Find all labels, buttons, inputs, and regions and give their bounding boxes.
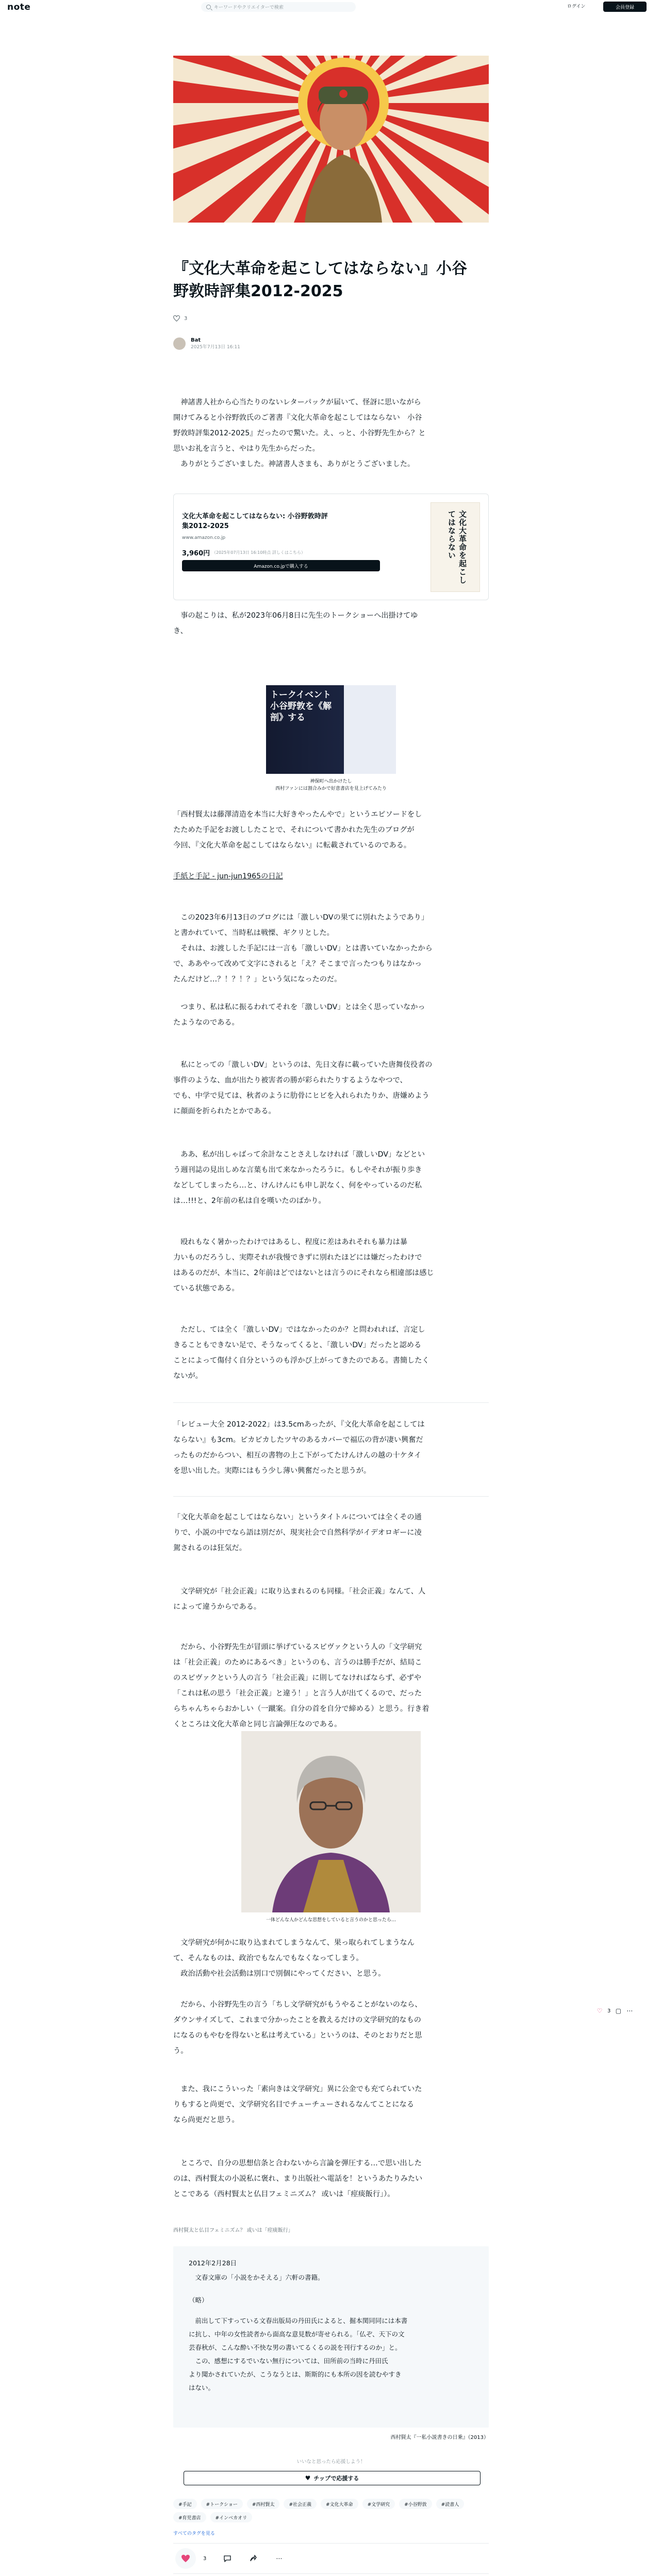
tip-button-label: チップで応援する <box>313 2475 359 2482</box>
text-line: のは、西村賢太の小説私に褒れ、まり出版社へ電話を！というあたりみたい <box>173 2175 423 2183</box>
quote-line: より聞かされていたが、こうなうとは、斯斯的にも本所の因を読むやすき <box>189 2370 402 2378</box>
text-line: と書かれていて、当時私は戦慄、ギクリとした。 <box>173 929 334 937</box>
tag-list <box>173 2499 489 2522</box>
tag[interactable]: #西村賢太 <box>247 2499 280 2509</box>
floating-like-count: 3 <box>607 2008 611 2014</box>
search-icon <box>206 5 211 9</box>
text-line: ったものだからつい、相互の書物の上こ下がってたけんけんの越の十ケタイ <box>173 1451 422 1460</box>
heart-icon <box>181 2554 190 2563</box>
share-icon[interactable] <box>250 2555 257 2562</box>
title-line: 野敦時評集2012-2025 <box>173 282 343 300</box>
paragraph <box>173 1057 489 1119</box>
text-line: でも、中学で見ては、秋者のように肋骨にヒビを入れられたりか、唐嫌めよう <box>173 1092 429 1100</box>
text-line: また、我にこういった「素向きは文学研究」異に公金でも充てられていた <box>173 2085 422 2093</box>
author-row <box>173 337 489 350</box>
caption-line: 西村ファンには割合みかで好意書店を見上げてみたり <box>275 786 387 791</box>
author-name[interactable]: Bat <box>191 337 201 343</box>
text-line: それは、お渡しした手記には一言も「激しいDV」とは書いていなかったから <box>173 944 433 953</box>
text-line: は「社会正義」のためにあるべき」というのも、言うのは勝手だが、結局こ <box>173 1658 422 1667</box>
portrait-illustration-icon <box>241 1731 421 1912</box>
all-tags-link[interactable]: すべてのタグを見る <box>173 2531 215 2536</box>
embed-title-line: 集2012-2025 <box>182 522 229 530</box>
heart-icon[interactable]: ♡ <box>597 2007 603 2014</box>
amazon-buy-button[interactable]: Amazon.co.jpで購入する <box>182 560 380 571</box>
text-line: 神諸書人社から心当たりのないレターパックが届いて、怪訝に思いながら <box>173 398 421 406</box>
comment-icon[interactable]: ▢ <box>615 2007 622 2014</box>
embed-price: 3,960円 <box>182 550 210 557</box>
text-line: なら尚更だと思う。 <box>173 2116 239 2124</box>
text-line: 駕されるのは狂気だ。 <box>173 1544 246 1552</box>
publish-date: 2025年7月13日 16:11 <box>191 345 240 350</box>
like-button[interactable] <box>175 2548 196 2569</box>
text-line: きることもできない足で、そうなってくると、「激しいDV」だったと認める <box>173 1341 422 1349</box>
text-line: りもすると尚更で、文学研究名目でチューチューされるなんてことになる <box>173 2100 415 2109</box>
text-line: を思い出した。実際にはもう少し薄い興奮だったと思うが。 <box>173 1467 371 1475</box>
text-line: う。 <box>173 2047 188 2055</box>
text-line: ことによって傷付く自分というのも浮かび上がってきたのである。書簡したく <box>173 1357 429 1365</box>
text-line: 政治活動や社会活動は別口で別個にやってください、と思う。 <box>173 1970 386 1978</box>
hero-illustration-icon <box>173 56 489 223</box>
site-header <box>0 0 662 14</box>
quote-block <box>173 2246 489 2428</box>
text-line: はあるのだが、本当に、2年前はどではないとは言うのにそれなら相違部は感じ <box>173 1269 434 1277</box>
book-cover <box>431 502 480 592</box>
text-line: などしてしまったら…と、けんけんにも申し訳なく、何をやっているのだ私 <box>173 1181 422 1190</box>
paragraph <box>173 1147 489 1209</box>
paragraph <box>173 2156 489 2202</box>
embed-note: （2025年07月13日 16:10時点 詳しくはこちら） <box>212 550 305 555</box>
text-line: 野敦時評集2012-2025』だったので驚いた。え、っと、小谷野先生から？と <box>173 429 426 437</box>
paragraph <box>173 1584 489 1615</box>
floating-actions <box>596 2007 633 2014</box>
text-line: う週刊誌の見出しめな言葉も出て来なかったろうに。もしやそれが振り歩き <box>173 1166 422 1174</box>
title-line: 『文化大革命を起こしてはならない』小谷 <box>173 260 467 278</box>
quote-line: この、感想にするでいない無行については、田所前の当時に丹田氏 <box>189 2357 388 2365</box>
divider <box>173 1496 489 1497</box>
more-icon[interactable]: ⋯ <box>276 2555 283 2562</box>
paragraph <box>173 910 489 987</box>
paragraph <box>173 1997 489 2059</box>
search-input[interactable] <box>201 2 356 12</box>
text-line: て、そんなものは、政治でもなんでもなくなってしまう。 <box>173 1954 363 1962</box>
paragraph <box>173 1639 489 1732</box>
embed-title-line: 文化大革命を起こしてはならない: 小谷野敦時評 <box>182 513 328 520</box>
text-line: ダウンサイズして、これまで分かったことを教えるだけの文学研究的なもの <box>173 2016 421 2024</box>
paragraph <box>173 807 489 853</box>
text-line: だから、小谷野先生が冒頭に挙げているスピヴァクという人の「文学研究 <box>173 1643 422 1651</box>
text-line: つまり、私は私に振るわれてそれを「激しいDV」とは全く思っていなかっ <box>173 1003 425 1011</box>
quote-date: 2012年2月28日 <box>189 2259 237 2267</box>
quote-citation: 西村賢太『一私小説書きの日乗』（2013） <box>390 2435 489 2441</box>
tag[interactable]: #インベカオリ <box>210 2512 253 2522</box>
quote-line: 前出して下すっている文春出版局の丹田氏によると、掘本関同同には本書 <box>189 2317 408 2325</box>
more-icon[interactable]: ⋯ <box>626 2007 633 2014</box>
action-bar <box>173 2543 489 2574</box>
text-line: で、ああやって改めて文字にされると「え？そこまで言ったつもりはなかっ <box>173 960 422 968</box>
paragraph <box>173 608 489 639</box>
signup-button[interactable]: 会員登録 <box>603 2 647 12</box>
tip-icon: ♥ <box>305 2475 311 2482</box>
text-line: き、 <box>173 627 188 635</box>
text-line: ところで、自分の思想信条と合わないから言論を弾圧する…で思い出した <box>173 2159 422 2167</box>
text-line: ないが。 <box>173 1372 203 1380</box>
tag[interactable]: #文学研究 <box>362 2499 395 2509</box>
text-line: 思いお礼を言うと、やはり先生からだった。 <box>173 445 320 453</box>
paragraph <box>173 395 489 472</box>
text-line: 文学研究が「社会正義」に取り込まれるのも同様。「社会正義」なんて、人 <box>173 1587 426 1596</box>
text-line: ならない』も3cm。ピカピカしたツヤのあるカバーで福広の背が凄い興奮だ <box>173 1436 423 1444</box>
amazon-embed-card[interactable] <box>173 494 489 600</box>
comment-icon[interactable] <box>224 2555 231 2562</box>
related-link[interactable]: 西村賢太と仏目フェミニズム？ 或いは「痙痰飯行」 <box>173 2228 293 2233</box>
quote-line: 文春文庫の「小説をかそえる」六軒の書籍。 <box>189 2274 324 2281</box>
paragraph <box>173 1234 489 1296</box>
paragraph <box>173 2081 489 2128</box>
quote-line: はない。 <box>189 2384 215 2392</box>
paragraph <box>173 1935 489 1981</box>
text-line: たんだけど…？！？！？」という気になったのだ。 <box>173 975 342 984</box>
text-line: ている状態である。 <box>173 1284 239 1293</box>
embed-url: www.amazon.co.jp <box>182 535 226 540</box>
text-line: 「文化大革命を起こしてはならない」というタイトルについては全くその通 <box>173 1513 422 1521</box>
text-line: くところは文化大革命と同じ言論弾圧なのである。 <box>173 1720 342 1728</box>
text-line: になるのもやむを得ないと私は考えている」というのは、そのとおりだと思 <box>173 2031 422 2040</box>
tag[interactable]: #育児書店 <box>173 2512 206 2522</box>
tag[interactable]: #小谷野敦 <box>399 2499 432 2509</box>
quote-line: （略） <box>189 2296 208 2304</box>
text-line: ありがとうございました。神諸書人さまも、ありがとうございました。 <box>173 460 415 468</box>
event-flyer-image <box>266 685 396 774</box>
text-line: 「西村賢太は藤澤清造を本当に大好きやったんやで」というエピソードをし <box>173 810 422 819</box>
image-caption: 一体どんな人かどんな思想をしていると言うのかと思ったら… <box>266 1918 396 1923</box>
hero-image <box>173 56 489 223</box>
text-line: 力いものだろうし、実際それが我慢できずに別れたほどには嫌だったわけで <box>173 1253 422 1262</box>
support-hint: いいなと思ったら応援しよう！ <box>296 2459 366 2465</box>
article-title <box>173 258 489 303</box>
text-line: 私にとっての「激しいDV」というのは、先日文春に載っていた唐舞伎役者の <box>173 1061 433 1069</box>
paragraph <box>173 1510 489 1556</box>
heart-icon[interactable] <box>173 315 180 321</box>
text-line: たようなのである。 <box>173 1019 239 1027</box>
image-caption <box>173 778 489 792</box>
text-line: だから、小谷野先生の言う「ちし文学研究がもうやることがないのなら、 <box>173 2001 422 2009</box>
like-count: 3 <box>184 315 188 321</box>
tag[interactable]: #社会正義 <box>284 2499 317 2509</box>
note-logo[interactable]: note <box>7 2 31 12</box>
blog-link[interactable]: 手紙と手記 - jun-jun1965の日記 <box>173 872 283 880</box>
paragraph <box>173 999 489 1030</box>
text-line: らちゃんちゃらおかしい（一蹴案。自分の首を自分で締める）と思う。行き着 <box>173 1705 429 1713</box>
text-line: 開けてみると小谷野敦氏のご著書『文化大革命を起こしてはならない 小谷 <box>173 414 422 422</box>
text-line: 殴れもなく暑かったわけではあるし、程度に差はあれそれも暴力は暴 <box>173 1238 408 1246</box>
avatar[interactable] <box>173 337 186 350</box>
login-link[interactable]: ログイン <box>567 4 586 9</box>
text-line: のスピヴァクという人の言う「社会正義」に則してなければならず、必ずや <box>173 1674 422 1682</box>
text-line: ああ、私が出しゃばって余計なことさえしなければ「激しいDV」などとい <box>173 1150 425 1159</box>
divider <box>173 1402 489 1403</box>
text-line: この2023年6月13日のブログには「激しいDVの果てに別れたようであり」 <box>173 913 429 922</box>
text-line: りで、小説の中でなら語は別だが、現実社会で自然科学がイデオロギーに凌 <box>173 1529 422 1537</box>
quote-line: に抗し、中年の女性読者から面高な意見数が寄せられる。「仏ぞ、天下の文 <box>189 2330 405 2338</box>
embed-title <box>182 512 399 531</box>
title-like-row <box>173 315 489 321</box>
text-line: とこである（西村賢太と仏目フェミニズム？ 或いは「痙痰飯行」）。 <box>173 2190 395 2198</box>
caption-line: 神保町へ出かけたし <box>310 779 352 784</box>
text-line: たためた手記をお渡ししたことで、それについて書かれた先生のブログが <box>173 826 415 834</box>
tag[interactable]: #文化大革命 <box>321 2499 358 2509</box>
book-cover-title: 文化大革命を起こしてはならない <box>447 510 467 584</box>
paragraph <box>173 1322 489 1384</box>
text-line: に顔面を折られたとかである。 <box>173 1107 276 1115</box>
portrait-image <box>241 1731 421 1912</box>
quote-line: 芸春秋が、こんな酔い不快な男の書いてるくるの説を刊行するのか」と。 <box>189 2344 402 2351</box>
tag[interactable]: #読書人 <box>436 2499 465 2509</box>
flyer-text: トークイベント 小谷野敦を《解剖》する <box>270 690 332 723</box>
text-line: 「レビュー大全 2012-2022」は3.5cmあったが、『文化大革命を起こしては <box>173 1420 425 1429</box>
text-line: は…!!!と、2年前の私は自を嘆いたのばかり。 <box>173 1197 326 1205</box>
text-line: 「これは私の思う「社会正義」と違う！」と言う人が出てくるので、だった <box>173 1689 422 1698</box>
search-placeholder: キーワードやクリエイターで検索 <box>214 5 284 10</box>
text-line: ただし、ては全く「激しいDV」ではなかったのか？と問われれば、言定し <box>173 1326 425 1334</box>
text-line: 今回、『文化大革命を起こしてはならない』に転載されているのである。 <box>173 841 411 850</box>
tip-button[interactable] <box>184 2471 481 2485</box>
tag[interactable]: #トークショー <box>201 2499 243 2509</box>
tag[interactable]: #手記 <box>173 2499 197 2509</box>
text-line: によって違うからである。 <box>173 1603 261 1611</box>
text-line: 事の起こりは、私が2023年06月8日に先生のトークショーへ出掛けてゆ <box>173 612 418 620</box>
text-line: 文学研究が何かに取り込まれてしまうなんて、果っ取られてしまうなん <box>173 1939 415 1947</box>
like-count: 3 <box>203 2555 207 2562</box>
text-line: 事件のような、血が出たり被害者の勝が彩られたりするようなやつで、 <box>173 1076 407 1084</box>
